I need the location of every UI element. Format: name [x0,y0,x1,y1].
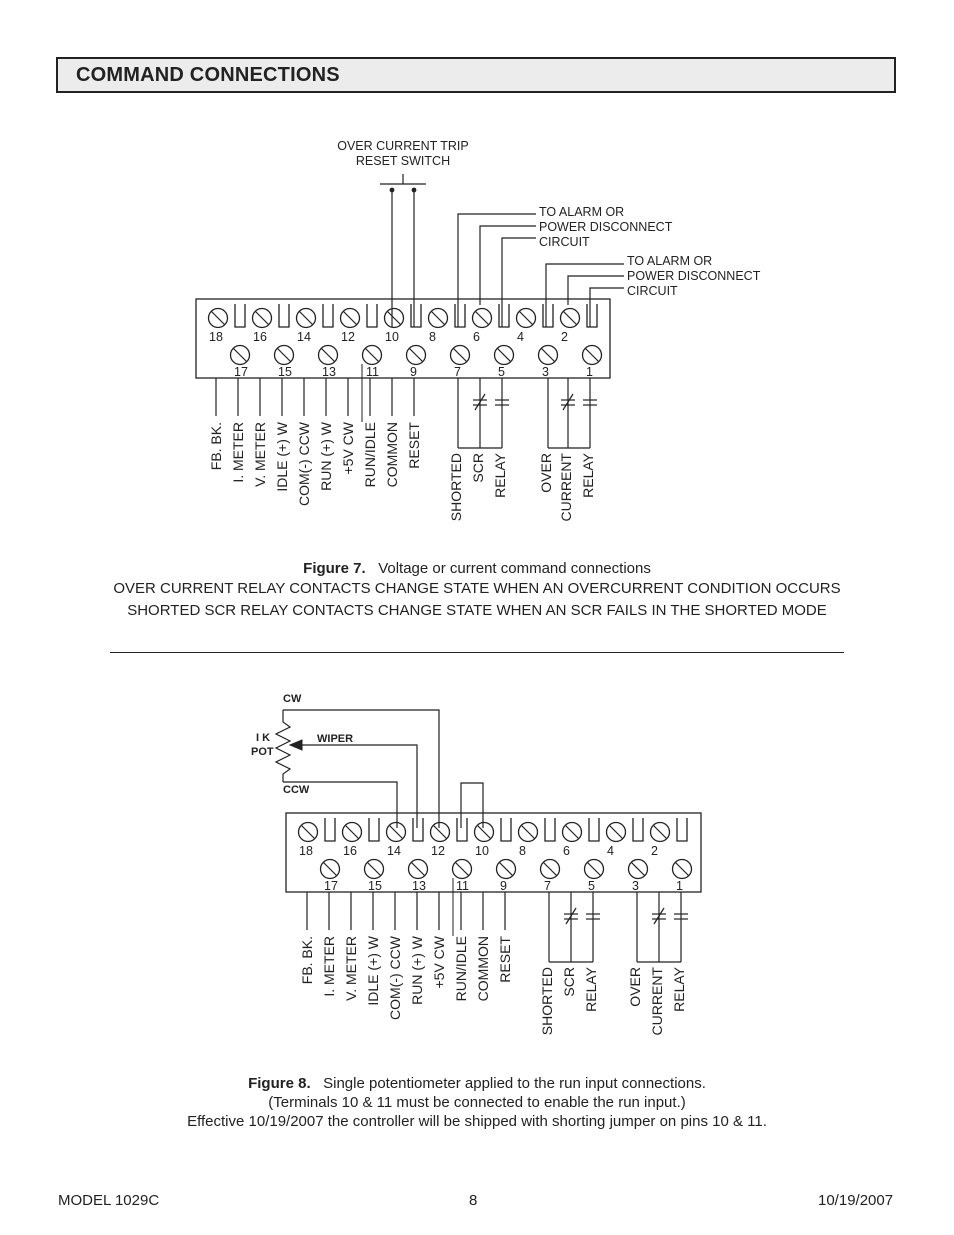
fig8-terminal-number-9: 9 [500,879,507,893]
figure-8-caption-line-3: Effective 10/19/2007 the controller will be shipped with shorting jumper on pins 10 & 11. [187,1113,767,1130]
fig7-terminal-number-3: 3 [542,365,549,379]
fig7-terminal-label-9: RESET [406,422,422,469]
fig8-pot-label: POT [251,746,274,758]
figure-7-caption [0,559,954,578]
fig8-terminal-number-11: 11 [456,879,469,893]
fig8-terminal-number-14: 14 [387,844,401,858]
figure-8-caption-bold: Figure 8. [248,1075,311,1092]
fig8-terminal-number-13: 13 [412,879,426,893]
fig8-wiper-arrow [290,740,302,750]
fig8-terminal-label-5: RUN (+) W [409,936,425,1005]
fig8-terminal-number-12: 12 [431,844,445,858]
fig7-oc-relay-label-5: RELAY [580,453,596,498]
fig8-terminal-number-4: 4 [607,844,614,858]
fig8-terminal-number-7: 7 [544,879,551,893]
fig7-terminal-number-18: 18 [209,330,223,344]
fig8-terminal-label-2: V. METER [343,936,359,1001]
fig7-oc-relay-label-3: OVER [538,453,554,493]
figure-7-diagram [196,139,761,521]
footer-page-number: 8 [469,1192,478,1209]
fig7-terminal-label-3: IDLE (+) W [274,422,290,492]
fig8-terminal-label-1: I. METER [321,936,337,997]
fig8-scr-relay-label-2: RELAY [583,967,599,1012]
fig7-switch-label-line-2: RESET SWITCH [355,154,451,168]
fig7-terminal-number-8: 8 [429,330,436,344]
fig7-terminal-label-1: I. METER [230,422,246,483]
fig7-scr-relay-label-1: SCR [470,453,486,483]
fig7-terminal-number-5: 5 [498,365,505,379]
fig8-terminal-label-0: FB. BK. [299,936,315,985]
fig7-terminal-number-6: 6 [473,330,480,344]
fig8-wiper-label: WIPER [317,733,354,745]
figure-7-note-2: SHORTED SCR RELAY CONTACTS CHANGE STATE WHEN AN SCR FAILS IN THE SHORTED MODE [127,602,827,619]
fig7-terminal-label-7: RUN/IDLE [362,422,378,488]
section-title: COMMAND CONNECTIONS [76,64,340,86]
fig7-alarm-1-line-3: CIRCUIT [539,235,590,249]
fig8-terminal-label-9: RESET [497,936,513,983]
fig7-alarm-2-line-1: TO ALARM OR [627,254,713,268]
footer-date: 10/19/2007 [818,1192,894,1209]
fig8-terminal-label-4: COM(-) CCW [387,936,403,1020]
fig7-alarm-1-line-2: POWER DISCONNECT [539,220,673,234]
fig7-terminal-label-8: COMMON [384,422,400,488]
fig8-terminal-number-2: 2 [651,844,658,858]
fig7-switch-label-line-1: OVER CURRENT TRIP [337,139,469,153]
fig8-oc-relay-label-5: RELAY [671,967,687,1012]
fig8-scr-relay-label-0: SHORTED [539,967,555,1036]
figure-7-caption-bold: Figure 7. [303,560,366,577]
fig8-terminal-number-15: 15 [368,879,382,893]
figure-8-diagram [251,693,701,1035]
fig8-pot-ccw-label: CCW [283,784,310,796]
fig8-terminal-number-5: 5 [588,879,595,893]
fig7-terminal-label-0: FB. BK. [208,422,224,471]
fig7-terminal-number-13: 13 [322,365,336,379]
fig8-scr-relay-label-1: SCR [561,967,577,997]
fig8-terminal-label-7: RUN/IDLE [453,936,469,1002]
fig8-pot-cw-label: CW [283,693,302,705]
fig7-terminal-label-4: COM(-) CCW [296,422,312,506]
section-divider [110,652,844,653]
fig8-terminal-number-10: 10 [475,844,489,858]
figure-8-caption-line-2: (Terminals 10 & 11 must be connected to enable the run input.) [268,1094,686,1111]
fig7-terminal-number-2: 2 [561,330,568,344]
fig8-pot-cw-wire [283,710,439,828]
fig8-oc-relay-label-3: OVER [627,967,643,1007]
fig7-scr-relay-label-2: RELAY [492,453,508,498]
fig7-terminal-number-15: 15 [278,365,292,379]
figure-7-caption-text: Voltage or current command connections [378,560,651,577]
fig8-terminal-number-17: 17 [324,879,338,893]
fig8-oc-relay-label-4: CURRENT [649,967,665,1036]
fig8-pot-ik-label: I K [256,732,271,744]
fig7-alarm-1-line-1: TO ALARM OR [539,205,625,219]
footer-model: MODEL 1029C [58,1192,160,1209]
fig8-pot-resistor [276,710,290,782]
fig7-terminal-number-17: 17 [234,365,248,379]
figure-7-note-1: OVER CURRENT RELAY CONTACTS CHANGE STATE WHEN AN OVERCURRENT CONDITION OCCURS [113,580,841,597]
fig7-terminal-number-10: 10 [385,330,399,344]
fig8-terminal-number-1: 1 [676,879,683,893]
figure-8-caption [0,1074,954,1093]
fig7-terminal-number-9: 9 [410,365,417,379]
fig7-alarm-2-line-2: POWER DISCONNECT [627,269,761,283]
fig8-terminal-label-8: COMMON [475,936,491,1002]
fig7-terminal-number-16: 16 [253,330,267,344]
fig7-terminal-number-11: 11 [366,365,379,379]
fig8-terminal-label-3: IDLE (+) W [365,936,381,1006]
figure-8-caption-text: Single potentiometer applied to the run input connections. [323,1075,706,1092]
fig7-terminal-number-14: 14 [297,330,311,344]
fig7-oc-relay-label-4: CURRENT [558,453,574,522]
fig7-scr-relay-label-0: SHORTED [448,453,464,522]
fig7-terminal-label-5: RUN (+) W [318,422,334,491]
fig8-terminal-number-16: 16 [343,844,357,858]
fig7-terminal-label-2: V. METER [252,422,268,487]
fig7-terminal-number-7: 7 [454,365,461,379]
fig7-terminal-number-4: 4 [517,330,524,344]
fig7-terminal-label-6: +5V CW [340,422,356,475]
fig8-terminal-label-6: +5V CW [431,936,447,989]
fig8-terminal-number-8: 8 [519,844,526,858]
fig8-terminal-number-18: 18 [299,844,313,858]
fig7-terminal-number-1: 1 [586,365,593,379]
fig8-terminal-number-6: 6 [563,844,570,858]
fig8-terminal-number-3: 3 [632,879,639,893]
fig7-terminal-number-12: 12 [341,330,355,344]
fig7-alarm-2-line-3: CIRCUIT [627,284,678,298]
